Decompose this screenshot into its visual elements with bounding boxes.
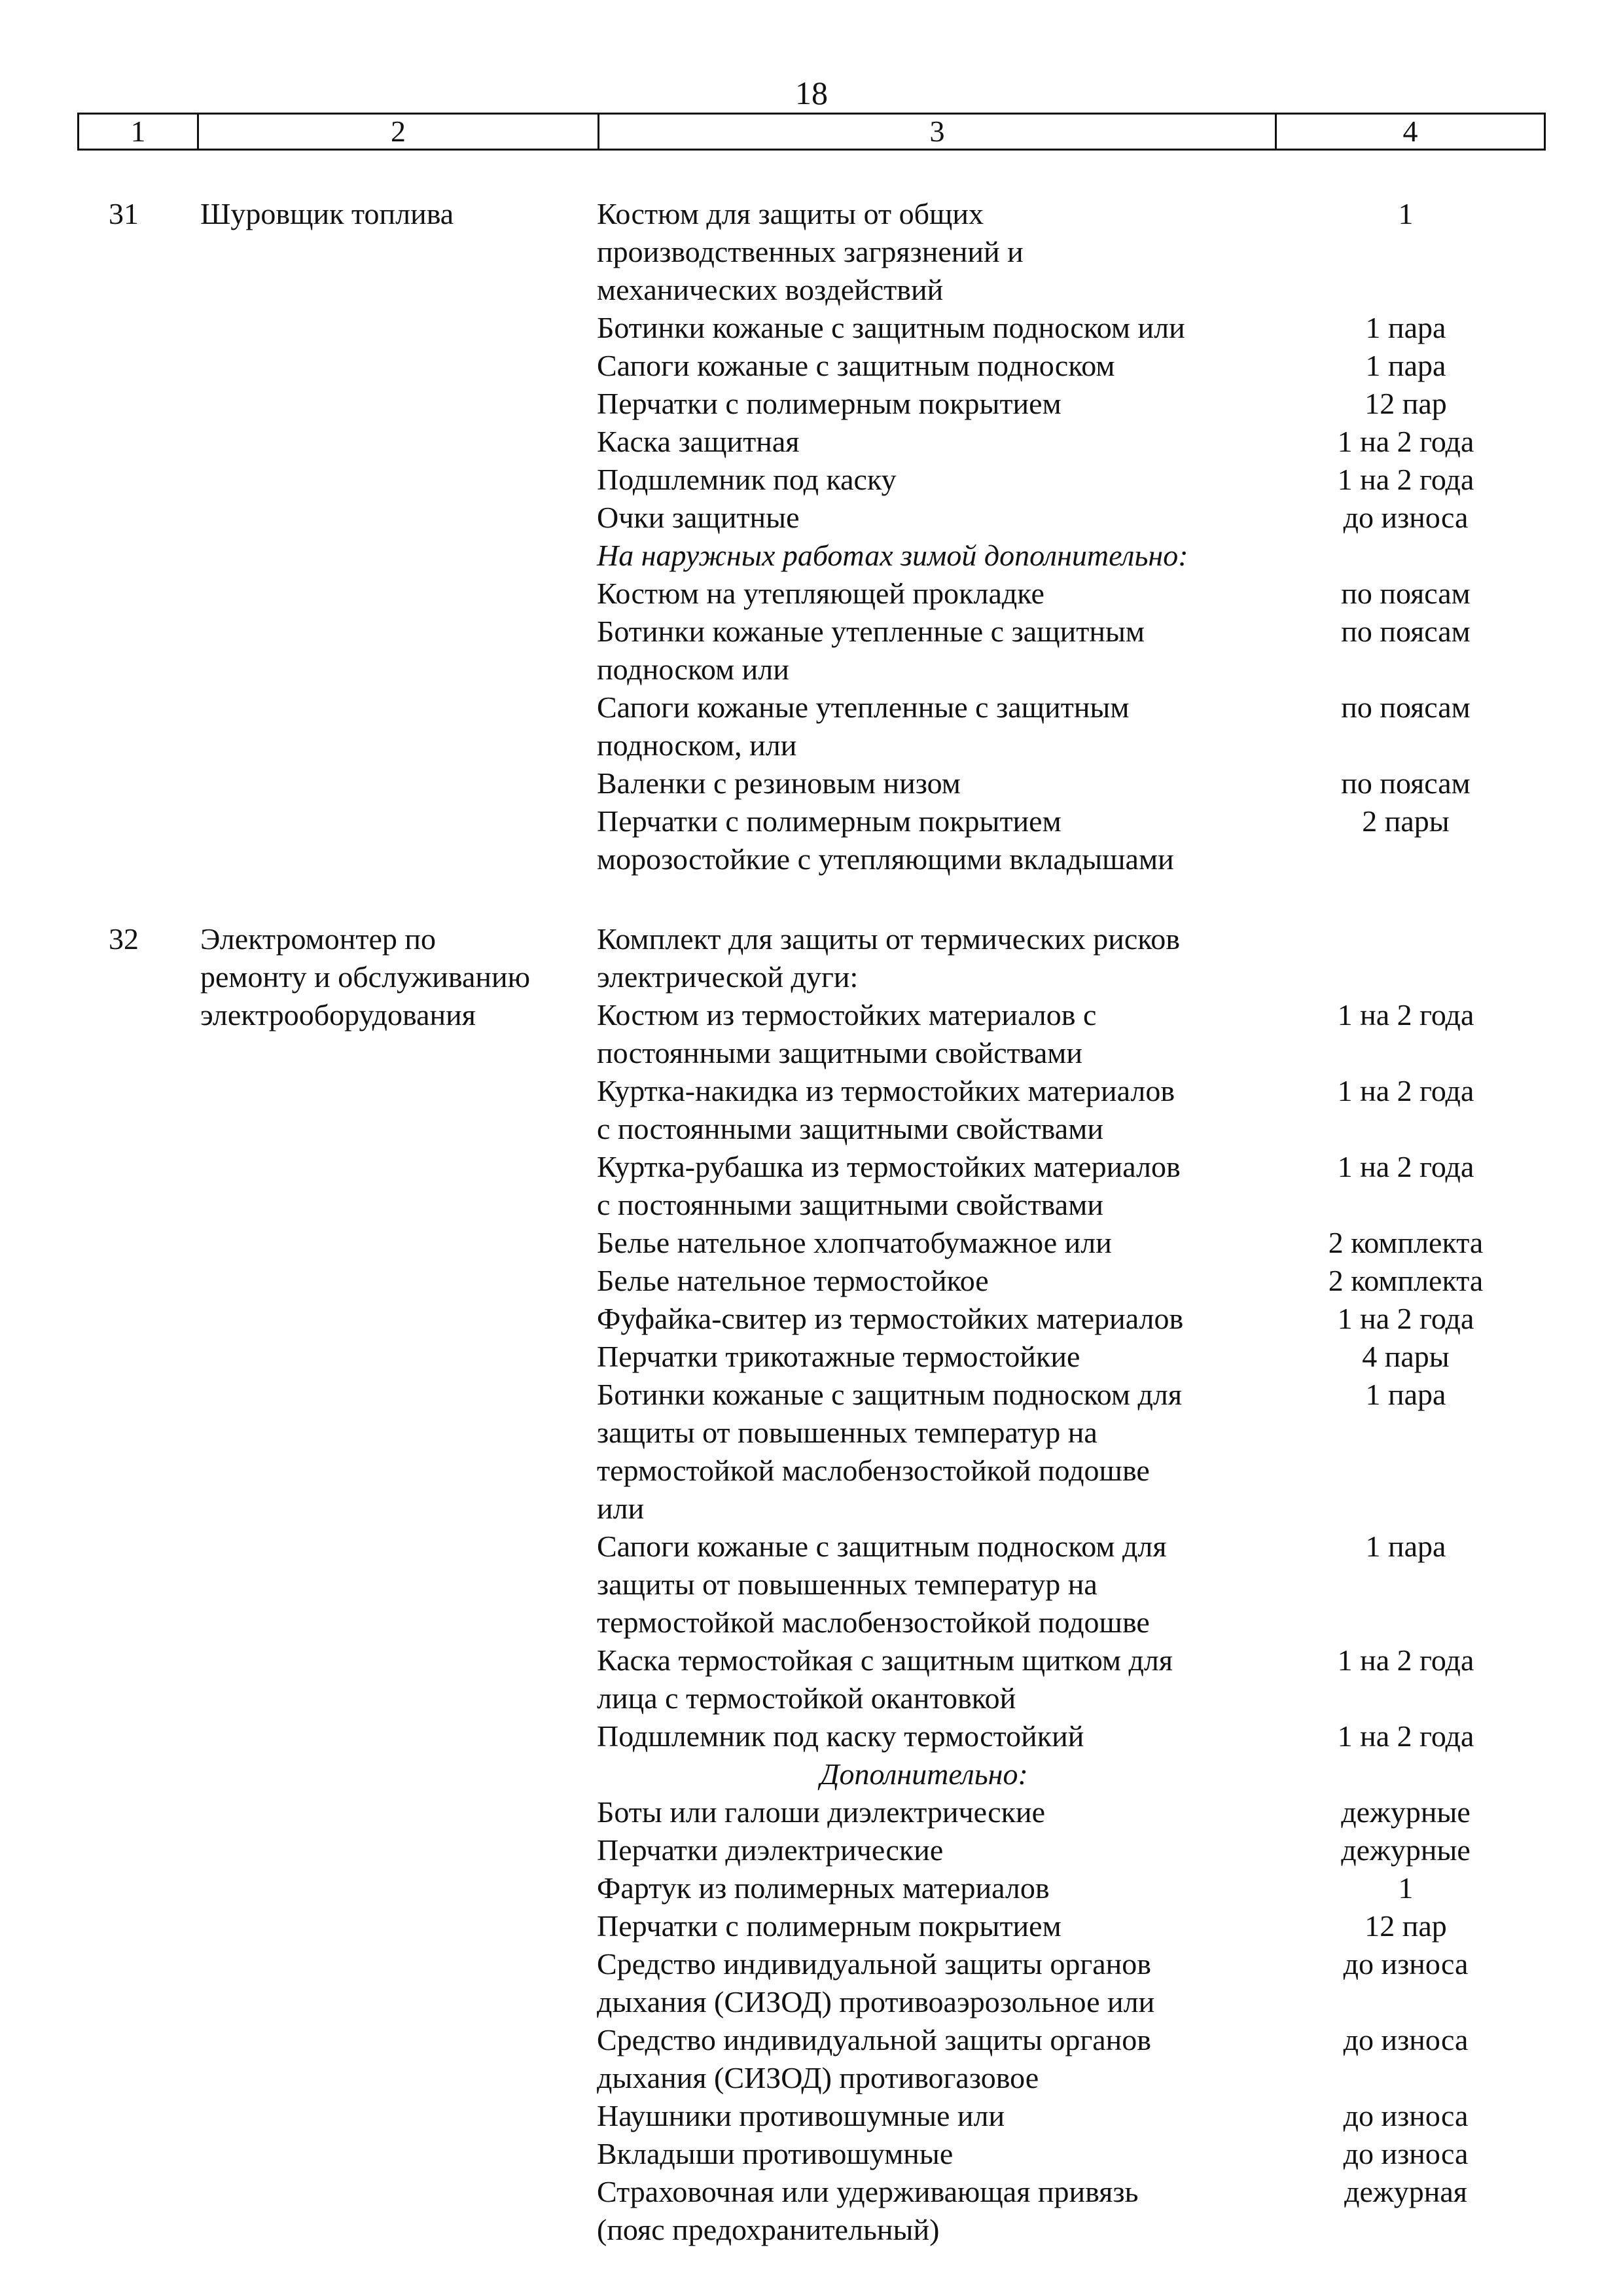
subheading: На наружных работах зимой дополнительно: bbox=[597, 539, 1188, 572]
ppe-item: Каска термостойкая с защитным щитком для bbox=[597, 1643, 1173, 1677]
ppe-item: Ботинки кожаные утепленные с защитным bbox=[597, 615, 1145, 648]
issue-quantity: до износа bbox=[1343, 1947, 1469, 1981]
issue-quantity: до износа bbox=[1343, 2137, 1469, 2170]
issue-quantity: до износа bbox=[1343, 501, 1469, 534]
issue-quantity: до износа bbox=[1343, 2099, 1469, 2132]
issue-quantity: дежурная bbox=[1344, 2175, 1467, 2208]
issue-quantity: до износа bbox=[1343, 2023, 1469, 2056]
issue-quantity: дежурные bbox=[1341, 1833, 1471, 1867]
issue-quantity: 2 пары bbox=[1362, 804, 1450, 838]
issue-quantity: по поясам bbox=[1341, 766, 1471, 800]
ppe-item: механических воздействий bbox=[597, 273, 944, 306]
ppe-item: защиты от повышенных температур на bbox=[597, 1416, 1097, 1449]
header-col-2: 2 bbox=[197, 115, 597, 149]
ppe-item: Средство индивидуальной защиты органов bbox=[597, 2023, 1151, 2056]
ppe-item: Страховочная или удерживающая привязь bbox=[597, 2175, 1139, 2208]
issue-quantity: 1 на 2 года bbox=[1337, 1302, 1474, 1335]
ppe-item: Боты или галоши диэлектрические bbox=[597, 1795, 1046, 1829]
ppe-item: или bbox=[597, 1492, 645, 1525]
issue-quantity: дежурные bbox=[1341, 1795, 1471, 1829]
issue-quantity: 1 на 2 года bbox=[1337, 1719, 1474, 1753]
ppe-item: Куртка-накидка из термостойких материалов bbox=[597, 1074, 1175, 1107]
profession-name: Шуровщик топлива bbox=[200, 197, 454, 230]
ppe-item: Комплект для защиты от термических рисков bbox=[597, 922, 1181, 956]
issue-quantity: 1 на 2 года bbox=[1337, 425, 1474, 458]
issue-quantity: по поясам bbox=[1341, 615, 1471, 648]
ppe-item: Наушники противошумные или bbox=[597, 2099, 1005, 2132]
ppe-item: Белье нательное термостойкое bbox=[597, 1264, 989, 1297]
ppe-item: Костюм для защиты от общих bbox=[597, 197, 984, 230]
issue-quantity: 1 bbox=[1398, 1871, 1414, 1905]
ppe-item: Фуфайка-свитер из термостойких материалов bbox=[597, 1302, 1184, 1335]
profession-name: Электромонтер по bbox=[200, 922, 437, 956]
row-number: 32 bbox=[109, 922, 139, 956]
ppe-item: Куртка-рубашка из термостойких материалов bbox=[597, 1150, 1181, 1183]
ppe-item: подноском, или bbox=[597, 728, 797, 762]
issue-quantity: 2 комплекта bbox=[1328, 1226, 1484, 1259]
ppe-item: Перчатки с полимерным покрытием bbox=[597, 804, 1061, 838]
ppe-item: Подшлемник под каску bbox=[597, 463, 897, 496]
ppe-item: электрической дуги: bbox=[597, 960, 859, 994]
ppe-item: термостойкой маслобензостойкой подошве bbox=[597, 1605, 1150, 1639]
subheading: Дополнительно: bbox=[820, 1757, 1028, 1791]
ppe-item: с постоянными защитными свойствами bbox=[597, 1188, 1103, 1221]
ppe-item: Ботинки кожаные с защитным подноском для bbox=[597, 1378, 1183, 1411]
issue-quantity: 1 пара bbox=[1365, 311, 1446, 344]
ppe-item: защиты от повышенных температур на bbox=[597, 1568, 1097, 1601]
ppe-item: Перчатки с полимерным покрытием bbox=[597, 387, 1061, 420]
ppe-item: Костюм из термостойких материалов с bbox=[597, 998, 1097, 1031]
ppe-item: Перчатки с полимерным покрытием bbox=[597, 1909, 1061, 1943]
ppe-item: лица с термостойкой окантовкой bbox=[597, 1681, 1016, 1715]
row-number: 31 bbox=[109, 197, 139, 230]
profession-name: ремонту и обслуживанию bbox=[200, 960, 530, 994]
ppe-item: Валенки с резиновым низом bbox=[597, 766, 961, 800]
page-number: 18 bbox=[795, 75, 828, 111]
ppe-item: Перчатки трикотажные термостойкие bbox=[597, 1340, 1080, 1373]
issue-quantity: 1 пара bbox=[1365, 1530, 1446, 1563]
ppe-item: (пояс предохранительный) bbox=[597, 2213, 940, 2246]
issue-quantity: 2 комплекта bbox=[1328, 1264, 1484, 1297]
ppe-item: Перчатки диэлектрические bbox=[597, 1833, 944, 1867]
issue-quantity: 1 на 2 года bbox=[1337, 1643, 1474, 1677]
header-col-3: 3 bbox=[597, 115, 1275, 149]
issue-quantity: 4 пары bbox=[1362, 1340, 1450, 1373]
header-col-4: 4 bbox=[1275, 115, 1544, 149]
issue-quantity: 12 пар bbox=[1364, 387, 1447, 420]
ppe-item: постоянными защитными свойствами bbox=[597, 1036, 1083, 1069]
issue-quantity: 12 пар bbox=[1364, 1909, 1447, 1943]
ppe-item: подноском или bbox=[597, 653, 789, 686]
issue-quantity: 1 на 2 года bbox=[1337, 1150, 1474, 1183]
ppe-item: Каска защитная bbox=[597, 425, 800, 458]
ppe-item: Костюм на утепляющей прокладке bbox=[597, 577, 1044, 610]
issue-quantity: 1 пара bbox=[1365, 1378, 1446, 1411]
ppe-item: Вкладыши противошумные bbox=[597, 2137, 954, 2170]
ppe-item: Сапоги кожаные с защитным подноском bbox=[597, 349, 1115, 382]
ppe-item: Подшлемник под каску термостойкий bbox=[597, 1719, 1084, 1753]
ppe-item: Белье нательное хлопчатобумажное или bbox=[597, 1226, 1112, 1259]
ppe-item: производственных загрязнений и bbox=[597, 235, 1024, 268]
ppe-item: Сапоги кожаные с защитным подноском для bbox=[597, 1530, 1167, 1563]
ppe-item: Ботинки кожаные с защитным подноском или bbox=[597, 311, 1185, 344]
table-header bbox=[77, 113, 1546, 151]
ppe-item: морозостойкие с утепляющими вкладышами bbox=[597, 842, 1174, 876]
issue-quantity: 1 bbox=[1398, 197, 1414, 230]
issue-quantity: 1 пара bbox=[1365, 349, 1446, 382]
issue-quantity: 1 на 2 года bbox=[1337, 998, 1474, 1031]
ppe-item: термостойкой маслобензостойкой подошве bbox=[597, 1454, 1150, 1487]
ppe-item: Средство индивидуальной защиты органов bbox=[597, 1947, 1151, 1981]
ppe-item: Сапоги кожаные утепленные с защитным bbox=[597, 691, 1130, 724]
ppe-item: дыхания (СИЗОД) противоаэрозольное или bbox=[597, 1985, 1155, 2018]
ppe-item: Очки защитные bbox=[597, 501, 800, 534]
issue-quantity: 1 на 2 года bbox=[1337, 463, 1474, 496]
issue-quantity: по поясам bbox=[1341, 691, 1471, 724]
profession-name: электрооборудования bbox=[200, 998, 476, 1031]
header-col-1: 1 bbox=[130, 115, 146, 148]
issue-quantity: по поясам bbox=[1341, 577, 1471, 610]
ppe-item: дыхания (СИЗОД) противогазовое bbox=[597, 2061, 1039, 2094]
ppe-item: Фартук из полимерных материалов bbox=[597, 1871, 1050, 1905]
issue-quantity: 1 на 2 года bbox=[1337, 1074, 1474, 1107]
ppe-item: с постоянными защитными свойствами bbox=[597, 1112, 1103, 1145]
